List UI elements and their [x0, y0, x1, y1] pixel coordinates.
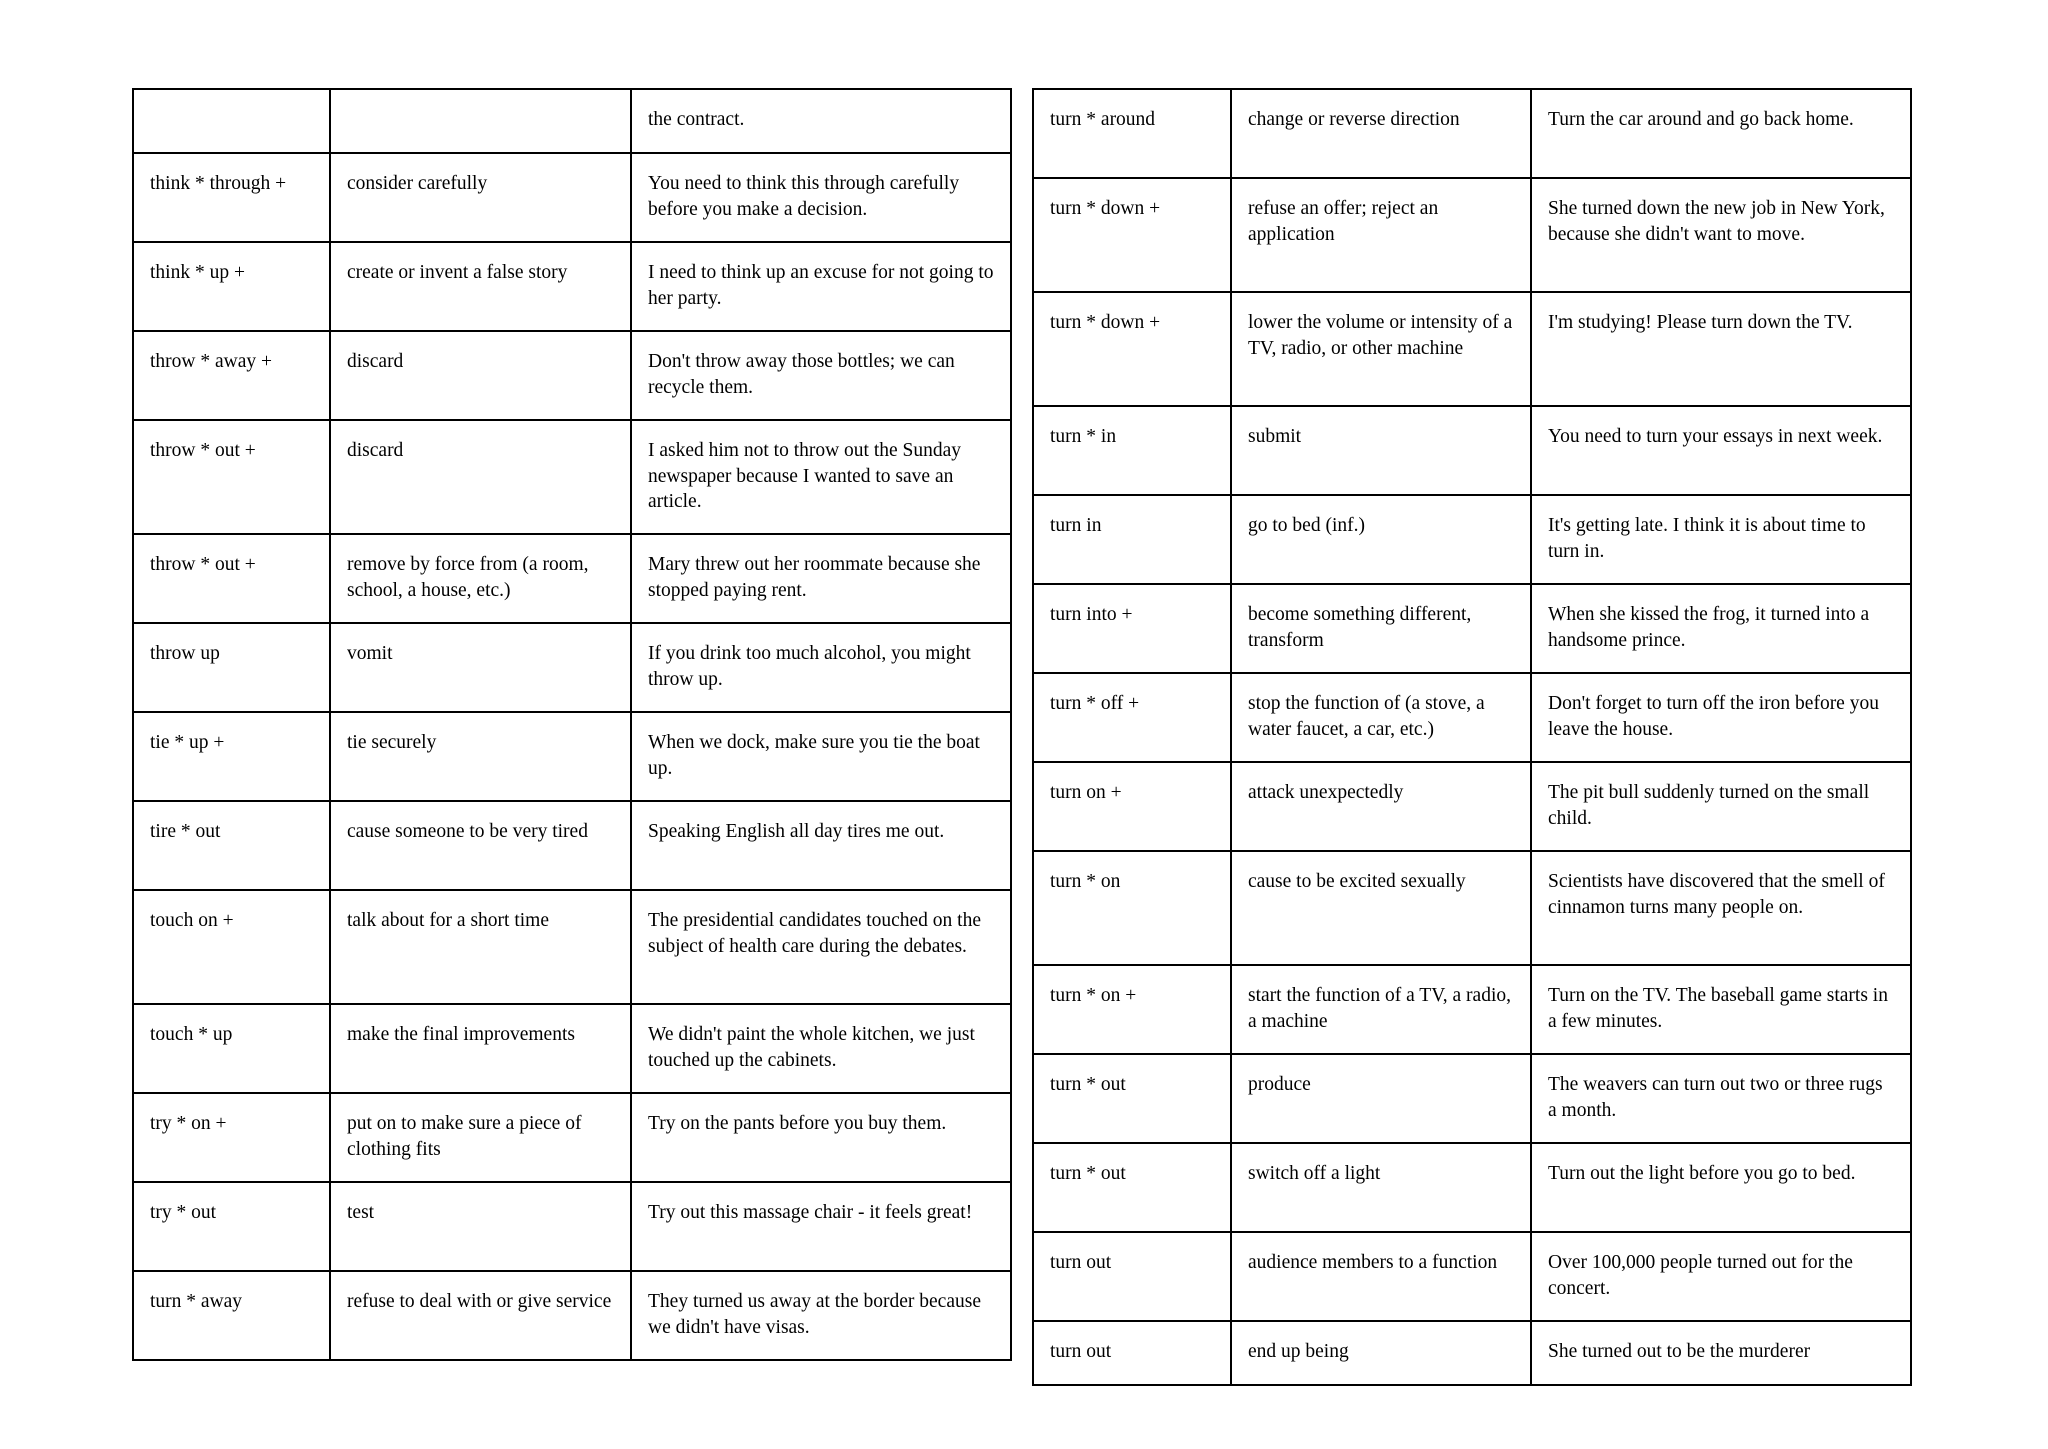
table-row — [133, 890, 1011, 1004]
example-cell: Try out this massage chair - it feels great! — [631, 1182, 1011, 1271]
example-cell: I'm studying! Please turn down the TV. — [1531, 292, 1911, 406]
phrasal-verb-cell: turn out — [1033, 1232, 1231, 1321]
meaning-cell: vomit — [330, 623, 631, 712]
table-row — [1033, 178, 1911, 292]
table-row — [133, 89, 1011, 153]
meaning-cell: change or reverse direction — [1231, 89, 1531, 178]
phrasal-verb-cell: turn * on + — [1033, 965, 1231, 1054]
phrasal-verb-cell: turn * around — [1033, 89, 1231, 178]
phrasal-verb-cell: turn in — [1033, 495, 1231, 584]
meaning-cell — [330, 89, 631, 153]
example-cell: You need to think this through carefully before you make a decision. — [631, 153, 1011, 242]
meaning-cell: discard — [330, 331, 631, 420]
phrasal-verb-cell: tire * out — [133, 801, 330, 890]
example-cell: Turn the car around and go back home. — [1531, 89, 1911, 178]
table-row — [1033, 1232, 1911, 1321]
phrasal-verb-cell: turn * out — [1033, 1054, 1231, 1143]
phrasal-verb-cell: try * on + — [133, 1093, 330, 1182]
table-row — [133, 1271, 1011, 1360]
meaning-cell: submit — [1231, 406, 1531, 495]
example-cell: Turn out the light before you go to bed. — [1531, 1143, 1911, 1232]
example-cell: You need to turn your essays in next week. — [1531, 406, 1911, 495]
right-table-body — [1033, 89, 1911, 1385]
table-row — [1033, 965, 1911, 1054]
meaning-cell: cause someone to be very tired — [330, 801, 631, 890]
meaning-cell: tie securely — [330, 712, 631, 801]
table-row — [1033, 584, 1911, 673]
meaning-cell: make the final improvements — [330, 1004, 631, 1093]
meaning-cell: consider carefully — [330, 153, 631, 242]
meaning-cell: talk about for a short time — [330, 890, 631, 1004]
example-cell: Don't throw away those bottles; we can recycle them. — [631, 331, 1011, 420]
example-cell: Mary threw out her roommate because she stopped paying rent. — [631, 534, 1011, 623]
table-row — [1033, 673, 1911, 762]
example-cell: Don't forget to turn off the iron before you leave the house. — [1531, 673, 1911, 762]
phrasal-verb-cell — [133, 89, 330, 153]
meaning-cell: stop the function of (a stove, a water faucet, a car, etc.) — [1231, 673, 1531, 762]
phrasal-verb-cell: turn * down + — [1033, 292, 1231, 406]
phrasal-verb-cell: throw up — [133, 623, 330, 712]
example-cell: They turned us away at the border because we didn't have visas. — [631, 1271, 1011, 1360]
phrasal-verb-cell: try * out — [133, 1182, 330, 1271]
phrasal-verb-cell: throw * away + — [133, 331, 330, 420]
phrasal-verb-cell: turn * down + — [1033, 178, 1231, 292]
meaning-cell: go to bed (inf.) — [1231, 495, 1531, 584]
example-cell: The pit bull suddenly turned on the small child. — [1531, 762, 1911, 851]
meaning-cell: put on to make sure a piece of clothing fits — [330, 1093, 631, 1182]
example-cell: Turn on the TV. The baseball game starts in a few minutes. — [1531, 965, 1911, 1054]
table-row — [1033, 89, 1911, 178]
table-row — [1033, 292, 1911, 406]
meaning-cell: attack unexpectedly — [1231, 762, 1531, 851]
example-cell: I need to think up an excuse for not going to her party. — [631, 242, 1011, 331]
table-row — [133, 420, 1011, 534]
example-cell: the contract. — [631, 89, 1011, 153]
example-cell: She turned down the new job in New York, because she didn't want to move. — [1531, 178, 1911, 292]
example-cell: Try on the pants before you buy them. — [631, 1093, 1011, 1182]
phrasal-verb-cell: touch on + — [133, 890, 330, 1004]
meaning-cell: test — [330, 1182, 631, 1271]
meaning-cell: remove by force from (a room, school, a house, etc.) — [330, 534, 631, 623]
table-row — [133, 1004, 1011, 1093]
example-cell: Scientists have discovered that the smell of cinnamon turns many people on. — [1531, 851, 1911, 965]
meaning-cell: audience members to a function — [1231, 1232, 1531, 1321]
table-row — [1033, 1321, 1911, 1385]
table-row — [133, 623, 1011, 712]
table-row — [1033, 1143, 1911, 1232]
meaning-cell: lower the volume or intensity of a TV, radio, or other machine — [1231, 292, 1531, 406]
example-cell: We didn't paint the whole kitchen, we just touched up the cabinets. — [631, 1004, 1011, 1093]
table-row — [133, 801, 1011, 890]
meaning-cell: create or invent a false story — [330, 242, 631, 331]
meaning-cell: produce — [1231, 1054, 1531, 1143]
example-cell: Over 100,000 people turned out for the concert. — [1531, 1232, 1911, 1321]
meaning-cell: refuse to deal with or give service — [330, 1271, 631, 1360]
left-table-body — [133, 89, 1011, 1360]
table-row — [133, 712, 1011, 801]
phrasal-verb-cell: turn * out — [1033, 1143, 1231, 1232]
table-row — [1033, 762, 1911, 851]
example-cell: I asked him not to throw out the Sunday newspaper because I wanted to save an article. — [631, 420, 1011, 534]
phrasal-verb-cell: tie * up + — [133, 712, 330, 801]
table-row — [133, 242, 1011, 331]
phrasal-verb-cell: think * through + — [133, 153, 330, 242]
example-cell: When she kissed the frog, it turned into a handsome prince. — [1531, 584, 1911, 673]
meaning-cell: switch off a light — [1231, 1143, 1531, 1232]
meaning-cell: become something different, transform — [1231, 584, 1531, 673]
example-cell: Speaking English all day tires me out. — [631, 801, 1011, 890]
meaning-cell: discard — [330, 420, 631, 534]
example-cell: When we dock, make sure you tie the boat up. — [631, 712, 1011, 801]
phrasal-verb-cell: turn on + — [1033, 762, 1231, 851]
example-cell: The presidential candidates touched on the subject of health care during the debates. — [631, 890, 1011, 1004]
phrasal-verb-cell: turn into + — [1033, 584, 1231, 673]
meaning-cell: start the function of a TV, a radio, a machine — [1231, 965, 1531, 1054]
phrasal-verb-cell: turn * on — [1033, 851, 1231, 965]
phrasal-verb-cell: turn * away — [133, 1271, 330, 1360]
example-cell: It's getting late. I think it is about time to turn in. — [1531, 495, 1911, 584]
meaning-cell: refuse an offer; reject an application — [1231, 178, 1531, 292]
table-row — [133, 1182, 1011, 1271]
phrasal-verb-cell: throw * out + — [133, 420, 330, 534]
meaning-cell: cause to be excited sexually — [1231, 851, 1531, 965]
phrasal-verb-cell: touch * up — [133, 1004, 330, 1093]
phrasal-verb-cell: turn * off + — [1033, 673, 1231, 762]
table-row — [1033, 851, 1911, 965]
phrasal-verb-cell: think * up + — [133, 242, 330, 331]
example-cell: If you drink too much alcohol, you might throw up. — [631, 623, 1011, 712]
phrasal-verb-cell: throw * out + — [133, 534, 330, 623]
table-row — [1033, 1054, 1911, 1143]
table-row — [133, 1093, 1011, 1182]
example-cell: The weavers can turn out two or three rugs a month. — [1531, 1054, 1911, 1143]
table-row — [1033, 495, 1911, 584]
table-row — [1033, 406, 1911, 495]
meaning-cell: end up being — [1231, 1321, 1531, 1385]
table-row — [133, 534, 1011, 623]
phrasal-verb-table-left — [132, 88, 1012, 1361]
phrasal-verb-table-right — [1032, 88, 1912, 1386]
example-cell: She turned out to be the murderer — [1531, 1321, 1911, 1385]
table-row — [133, 153, 1011, 242]
phrasal-verb-cell: turn * in — [1033, 406, 1231, 495]
table-row — [133, 331, 1011, 420]
phrasal-verb-cell: turn out — [1033, 1321, 1231, 1385]
